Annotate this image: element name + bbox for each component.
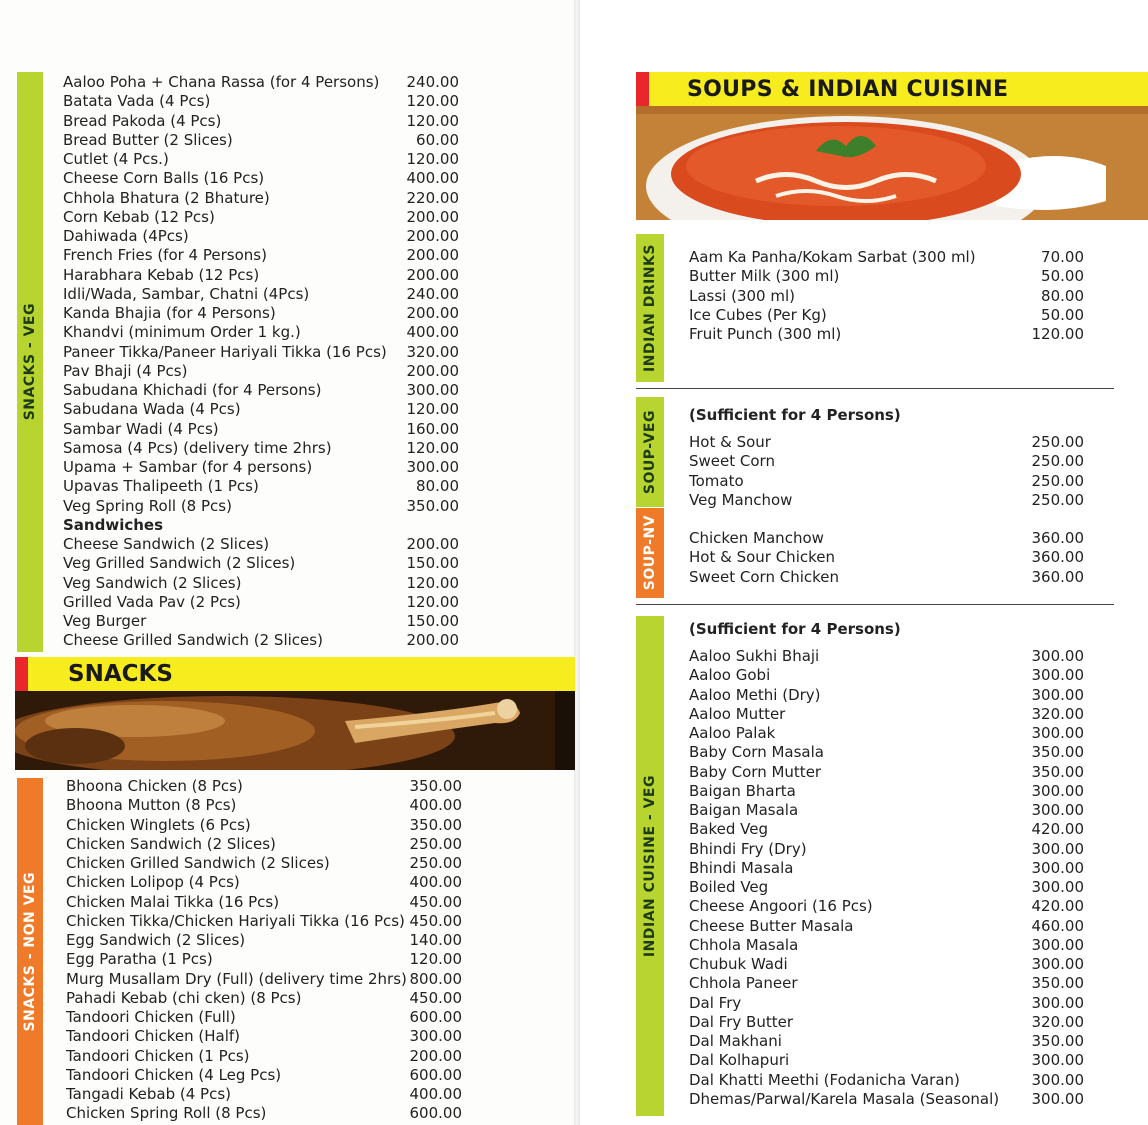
menu-item-name: Murg Musallam Dry (Full) (delivery time 2hrs) xyxy=(66,969,407,988)
menu-item xyxy=(66,873,466,892)
page-gutter xyxy=(574,0,580,1125)
menu-item-price: 400.00 xyxy=(409,1085,462,1103)
menu-item xyxy=(689,548,1089,567)
menu-item xyxy=(63,458,463,477)
menu-item xyxy=(66,893,466,912)
menu-item-name: Dal Kolhapuri xyxy=(689,1051,790,1070)
menu-item xyxy=(689,897,1089,916)
menu-item xyxy=(689,840,1089,859)
menu-item xyxy=(66,1104,466,1123)
menu-item xyxy=(63,420,463,439)
menu-item-price: 360.00 xyxy=(1031,529,1084,547)
menu-item-name: Khandvi (minimum Order 1 kg.) xyxy=(63,323,301,342)
menu-item-name: Harabhara Kebab (12 Pcs) xyxy=(63,265,260,284)
menu-item-price: 300.00 xyxy=(1031,955,1084,973)
menu-item-price: 80.00 xyxy=(416,477,459,496)
divider xyxy=(636,388,1114,389)
soups-banner xyxy=(636,72,1148,106)
menu-item xyxy=(63,304,463,323)
snacks-banner xyxy=(15,657,575,691)
menu-item-price: 120.00 xyxy=(406,92,459,111)
menu-item-name: Chicken Spring Roll (8 Pcs) xyxy=(66,1104,267,1123)
indian-drinks-tab-label: INDIAN DRINKS xyxy=(642,244,658,372)
menu-item-price: 300.00 xyxy=(1031,993,1084,1012)
indian-cuisine-veg-tab-label: INDIAN CUISINE - VEG xyxy=(642,774,658,958)
menu-item xyxy=(689,267,1089,286)
menu-item-name: Tandoori Chicken (4 Leg Pcs) xyxy=(66,1065,282,1084)
menu-item-price: 200.00 xyxy=(406,631,459,650)
menu-item xyxy=(66,931,466,950)
snacks-veg-tab xyxy=(17,72,43,652)
menu-item xyxy=(63,593,463,612)
menu-item xyxy=(689,1071,1089,1090)
menu-item-name: Bhoona Mutton (8 Pcs) xyxy=(66,796,237,815)
menu-item-price: 350.00 xyxy=(1031,743,1084,762)
menu-item-price: 60.00 xyxy=(416,130,459,149)
menu-item-price: 200.00 xyxy=(406,361,459,380)
menu-item-name: Tandoori Chicken (1 Pcs) xyxy=(66,1046,250,1065)
menu-item-name: Sweet Corn xyxy=(689,452,775,471)
menu-item-price: 120.00 xyxy=(406,573,459,592)
menu-item xyxy=(689,743,1089,762)
snacks-non-veg-tab xyxy=(17,778,43,1125)
menu-item xyxy=(63,574,463,593)
soup-nv-tab-label: SOUP-NV xyxy=(642,515,658,591)
menu-item-price: 250.00 xyxy=(1031,433,1084,451)
menu-item-price: 350.00 xyxy=(406,496,459,515)
menu-item-name: Chicken Manchow xyxy=(689,529,824,547)
menu-item-price: 200.00 xyxy=(406,265,459,284)
menu-item-price: 600.00 xyxy=(409,1065,462,1084)
menu-item-price: 300.00 xyxy=(1031,935,1084,954)
menu-item-name: Veg Spring Roll (8 Pcs) xyxy=(63,496,232,515)
menu-item-price: 300.00 xyxy=(1031,685,1084,704)
menu-item-price: 600.00 xyxy=(409,1008,462,1026)
menu-item-price: 350.00 xyxy=(1031,974,1084,993)
menu-item xyxy=(66,912,466,931)
menu-item xyxy=(63,92,463,111)
menu-item-name: Bhindi Masala xyxy=(689,858,794,877)
menu-item-name: Aaloo Gobi xyxy=(689,666,771,685)
menu-item xyxy=(63,189,463,208)
menu-item-price: 240.00 xyxy=(406,73,459,91)
menu-item xyxy=(66,950,466,969)
snacks-non-veg-tab-label: SNACKS - NON VEG xyxy=(22,871,38,1032)
menu-item xyxy=(689,1032,1089,1051)
menu-item-name: Tandoori Chicken (Full) xyxy=(66,1008,236,1026)
menu-item-price: 800.00 xyxy=(409,969,462,988)
menu-item xyxy=(63,131,463,150)
menu-item-name: Baby Corn Masala xyxy=(689,743,824,762)
menu-item xyxy=(63,227,463,246)
menu-item-price: 300.00 xyxy=(1031,858,1084,877)
menu-item-price: 250.00 xyxy=(409,834,462,853)
menu-item xyxy=(689,1051,1089,1070)
menu-item xyxy=(689,472,1089,491)
menu-item xyxy=(63,343,463,362)
menu-item-price: 400.00 xyxy=(409,796,462,815)
divider xyxy=(636,604,1114,605)
menu-item-name: Bhindi Fry (Dry) xyxy=(689,839,807,858)
menu-item xyxy=(66,777,466,796)
menu-item-name: Sweet Corn Chicken xyxy=(689,567,840,586)
menu-item-price: 120.00 xyxy=(1031,325,1084,343)
menu-item-name: Idli/Wada, Sambar, Chatni (4Pcs) xyxy=(63,284,310,303)
menu-item xyxy=(66,970,466,989)
menu-item xyxy=(689,452,1089,471)
menu-item-name: Tomato xyxy=(689,471,744,490)
soup-nv-tab xyxy=(636,508,664,598)
menu-item-name: Aaloo Palak xyxy=(689,724,776,742)
menu-item-name: Cheese Corn Balls (16 Pcs) xyxy=(63,169,265,188)
menu-item-name: Kanda Bhajia (for 4 Persons) xyxy=(63,304,276,322)
menu-item-name: Bhoona Chicken (8 Pcs) xyxy=(66,777,243,795)
menu-item xyxy=(689,248,1089,267)
menu-item-name: Sabudana Wada (4 Pcs) xyxy=(63,400,241,419)
menu-item-name: Chhola Bhatura (2 Bhature) xyxy=(63,188,270,207)
menu-item-name: Egg Sandwich (2 Slices) xyxy=(66,931,246,949)
soup-veg-heading: (Sufficient for 4 Persons) xyxy=(689,406,901,424)
menu-item-name: Sabudana Khichadi (for 4 Persons) xyxy=(63,381,322,399)
menu-item-name: Samosa (4 Pcs) (delivery time 2hrs) xyxy=(63,438,332,457)
menu-item-name: Cutlet (4 Pcs.) xyxy=(63,150,169,168)
menu-item-price: 450.00 xyxy=(409,892,462,911)
menu-item-price: 300.00 xyxy=(1031,724,1084,742)
menu-subheading xyxy=(63,516,463,535)
menu-item-price: 140.00 xyxy=(409,931,462,949)
menu-item-price: 240.00 xyxy=(406,284,459,303)
menu-item xyxy=(689,529,1089,548)
menu-item xyxy=(689,433,1089,452)
menu-item xyxy=(66,1027,466,1046)
snacks-non-veg-list xyxy=(66,777,466,1124)
menu-item xyxy=(66,796,466,815)
menu-item xyxy=(689,1090,1089,1109)
menu-item-name: Cheese Angoori (16 Pcs) xyxy=(689,897,873,916)
menu-item-name: Chicken Grilled Sandwich (2 Slices) xyxy=(66,854,330,872)
menu-item xyxy=(689,917,1089,936)
tandoori-chicken-illustration xyxy=(15,691,575,770)
menu-item-price: 50.00 xyxy=(1041,267,1084,286)
menu-item-name: Dal Fry xyxy=(689,993,742,1012)
menu-item-price: 200.00 xyxy=(406,227,459,245)
menu-item-name: Sambar Wadi (4 Pcs) xyxy=(63,419,219,438)
menu-item xyxy=(689,568,1089,587)
menu-item xyxy=(689,994,1089,1013)
menu-item xyxy=(689,724,1089,743)
menu-item xyxy=(689,782,1089,801)
menu-item-name: Chhola Paneer xyxy=(689,974,798,993)
menu-item xyxy=(63,208,463,227)
menu-item-name: Upama + Sambar (for 4 persons) xyxy=(63,458,313,476)
soup-veg-tab-label: SOUP-VEG xyxy=(642,409,658,495)
menu-item-name: Paneer Tikka/Paneer Hariyali Tikka (16 Pcs) xyxy=(63,342,387,361)
menu-item-name: Veg Grilled Sandwich (2 Slices) xyxy=(63,554,296,573)
menu-item-name: Bread Butter (2 Slices) xyxy=(63,130,233,149)
menu-item xyxy=(63,266,463,285)
menu-item xyxy=(66,989,466,1008)
menu-item-price: 250.00 xyxy=(1031,490,1084,509)
menu-item-name: Cheese Butter Masala xyxy=(689,916,854,935)
menu-item-price: 350.00 xyxy=(1031,762,1084,781)
menu-item-name: Aaloo Poha + Chana Rassa (for 4 Persons) xyxy=(63,73,380,91)
menu-item-price: 400.00 xyxy=(409,873,462,892)
menu-item-price: 120.00 xyxy=(406,592,459,611)
menu-item xyxy=(63,362,463,381)
menu-item-price: 360.00 xyxy=(1031,548,1084,567)
menu-item xyxy=(66,816,466,835)
menu-item xyxy=(689,859,1089,878)
menu-item-price: 200.00 xyxy=(406,207,459,226)
soups-banner-title: SOUPS & INDIAN CUISINE xyxy=(687,76,1009,102)
menu-item xyxy=(66,835,466,854)
indian-drinks-list xyxy=(689,248,1089,344)
menu-item-price: 350.00 xyxy=(409,777,462,795)
menu-item xyxy=(689,325,1089,344)
indian-cuisine-veg-tab xyxy=(636,616,664,1116)
menu-item-price: 300.00 xyxy=(406,458,459,476)
menu-item-name: Dal Khatti Meethi (Fodanicha Varan) xyxy=(689,1070,960,1089)
menu-item-name: Chhola Masala xyxy=(689,935,799,954)
menu-item-price: 300.00 xyxy=(406,381,459,399)
menu-item xyxy=(66,854,466,873)
tandoori-chicken-photo xyxy=(15,691,575,770)
menu-item-name: Lassi (300 ml) xyxy=(689,286,795,305)
menu-item-price: 300.00 xyxy=(1031,1070,1084,1089)
snacks-veg-list xyxy=(63,73,463,651)
banner-red-accent xyxy=(636,72,649,106)
menu-item xyxy=(66,1008,466,1027)
menu-item-price: 250.00 xyxy=(1031,471,1084,490)
indian-cuisine-veg-heading: (Sufficient for 4 Persons) xyxy=(689,620,901,638)
menu-item-name: Pahadi Kebab (chi cken) (8 Pcs) xyxy=(66,988,302,1007)
menu-item-name: Butter Milk (300 ml) xyxy=(689,267,840,286)
menu-item-price: 300.00 xyxy=(1031,647,1084,665)
menu-item-price: 350.00 xyxy=(1031,1032,1084,1050)
menu-item-name: Baigan Bharta xyxy=(689,781,796,800)
menu-item-price: 250.00 xyxy=(409,854,462,872)
menu-item xyxy=(689,763,1089,782)
menu-item-name: Corn Kebab (12 Pcs) xyxy=(63,207,215,226)
snacks-banner-title: SNACKS xyxy=(68,661,173,687)
menu-item xyxy=(63,631,463,650)
menu-item-name: Tandoori Chicken (Half) xyxy=(66,1027,241,1046)
menu-item-name: Fruit Punch (300 ml) xyxy=(689,325,842,343)
menu-item-name: Sandwiches xyxy=(63,515,164,534)
soup-nv-list xyxy=(689,529,1089,587)
menu-item-price: 220.00 xyxy=(406,188,459,207)
menu-item-name: Chicken Winglets (6 Pcs) xyxy=(66,815,251,834)
menu-item-name: Chicken Lolipop (4 Pcs) xyxy=(66,873,240,892)
menu-item-price: 200.00 xyxy=(406,246,459,265)
menu-item-price: 120.00 xyxy=(406,400,459,419)
menu-item-price: 360.00 xyxy=(1031,567,1084,586)
indian-drinks-tab xyxy=(636,234,664,382)
menu-item-price: 300.00 xyxy=(1031,839,1084,858)
menu-item xyxy=(689,878,1089,897)
menu-item xyxy=(689,801,1089,820)
menu-item-name: Cheese Sandwich (2 Slices) xyxy=(63,535,270,553)
menu-item xyxy=(66,1085,466,1104)
menu-item-name: Aam Ka Panha/Kokam Sarbat (300 ml) xyxy=(689,248,976,266)
menu-item-price: 200.00 xyxy=(406,535,459,553)
menu-item-name: Egg Paratha (1 Pcs) xyxy=(66,950,213,969)
menu-item-name: Ice Cubes (Per Kg) xyxy=(689,305,827,324)
soup-veg-list xyxy=(689,433,1089,510)
menu-item-price: 120.00 xyxy=(406,111,459,130)
menu-item-name: Chubuk Wadi xyxy=(689,955,788,973)
menu-item xyxy=(689,936,1089,955)
menu-item xyxy=(63,150,463,169)
menu-item-price: 320.00 xyxy=(1031,1012,1084,1031)
menu-item xyxy=(689,686,1089,705)
menu-item-name: Pav Bhaji (4 Pcs) xyxy=(63,361,188,380)
menu-item-price: 120.00 xyxy=(406,150,459,168)
menu-item xyxy=(689,955,1089,974)
menu-item xyxy=(63,400,463,419)
menu-item-price: 450.00 xyxy=(409,911,462,930)
menu-item xyxy=(689,974,1089,993)
menu-item xyxy=(63,169,463,188)
menu-item xyxy=(63,73,463,92)
menu-item xyxy=(689,647,1089,666)
menu-item-price: 400.00 xyxy=(406,323,459,342)
menu-item-price: 300.00 xyxy=(1031,878,1084,896)
menu-item-name: Hot & Sour xyxy=(689,433,771,451)
menu-item xyxy=(63,381,463,400)
menu-item-name: French Fries (for 4 Persons) xyxy=(63,246,267,265)
menu-item-price: 400.00 xyxy=(406,169,459,188)
menu-item xyxy=(63,112,463,131)
menu-item-name: Veg Burger xyxy=(63,612,147,630)
menu-item-price: 460.00 xyxy=(1031,916,1084,935)
menu-item-price: 120.00 xyxy=(406,438,459,457)
menu-item-name: Boiled Veg xyxy=(689,878,769,896)
menu-item xyxy=(63,554,463,573)
menu-item-name: Upavas Thalipeeth (1 Pcs) xyxy=(63,477,259,496)
menu-item xyxy=(63,246,463,265)
menu-item-name: Chicken Sandwich (2 Slices) xyxy=(66,834,276,853)
menu-item-name: Tangadi Kebab (4 Pcs) xyxy=(66,1085,231,1103)
menu-item-name: Chicken Malai Tikka (16 Pcs) xyxy=(66,892,280,911)
indian-cuisine-veg-list xyxy=(689,647,1089,1109)
menu-item-name: Baigan Masala xyxy=(689,801,799,819)
menu-item-name: Aaloo Sukhi Bhaji xyxy=(689,647,820,665)
soup-veg-tab xyxy=(636,397,664,507)
menu-item-price: 600.00 xyxy=(409,1104,462,1123)
tomato-soup-illustration xyxy=(636,106,1148,220)
menu-item-price: 300.00 xyxy=(1031,801,1084,819)
menu-item xyxy=(689,287,1089,306)
menu-item-name: Dahiwada (4Pcs) xyxy=(63,227,189,245)
menu-item xyxy=(63,535,463,554)
menu-item-name: Veg Manchow xyxy=(689,490,793,509)
menu-item-name: Veg Sandwich (2 Slices) xyxy=(63,573,242,592)
tomato-soup-photo xyxy=(636,106,1148,220)
menu-item-price: 300.00 xyxy=(1031,1051,1084,1070)
menu-item-price: 200.00 xyxy=(409,1046,462,1065)
menu-item-price: 300.00 xyxy=(1031,1089,1084,1108)
menu-item xyxy=(66,1047,466,1066)
menu-item-name: Dal Makhani xyxy=(689,1032,782,1050)
menu-item xyxy=(689,820,1089,839)
menu-item-name: Dal Fry Butter xyxy=(689,1012,793,1031)
menu-item-name: Hot & Sour Chicken xyxy=(689,548,835,567)
menu-item-price: 150.00 xyxy=(406,554,459,573)
menu-item xyxy=(689,306,1089,325)
menu-item xyxy=(63,612,463,631)
menu-item-price: 420.00 xyxy=(1031,820,1084,839)
menu-item-price: 250.00 xyxy=(1031,452,1084,471)
menu-item xyxy=(63,323,463,342)
menu-item-name: Bread Pakoda (4 Pcs) xyxy=(63,111,222,130)
menu-item-price: 320.00 xyxy=(1031,704,1084,723)
menu-item-price: 160.00 xyxy=(406,419,459,438)
menu-item-name: Grilled Vada Pav (2 Pcs) xyxy=(63,592,241,611)
menu-item-name: Chicken Tikka/Chicken Hariyali Tikka (16 Pcs) xyxy=(66,911,405,930)
menu-item-price: 80.00 xyxy=(1041,286,1084,305)
menu-item-name: Baby Corn Mutter xyxy=(689,762,822,781)
menu-item-price: 70.00 xyxy=(1041,248,1084,266)
banner-red-accent xyxy=(15,657,28,691)
menu-item-name: Aaloo Methi (Dry) xyxy=(689,685,821,704)
menu-item-price: 450.00 xyxy=(409,988,462,1007)
menu-item xyxy=(689,1013,1089,1032)
menu-item-name: Cheese Grilled Sandwich (2 Slices) xyxy=(63,631,323,650)
menu-item-price: 150.00 xyxy=(406,612,459,630)
menu-item-name: Batata Vada (4 Pcs) xyxy=(63,92,211,111)
menu-item-price: 50.00 xyxy=(1041,305,1084,324)
menu-item xyxy=(689,491,1089,510)
menu-item-price: 200.00 xyxy=(406,304,459,322)
menu-item xyxy=(63,497,463,516)
menu-item-price: 300.00 xyxy=(1031,666,1084,685)
menu-item-name: Aaloo Mutter xyxy=(689,704,786,723)
menu-item-price: 350.00 xyxy=(409,815,462,834)
menu-item-price: 300.00 xyxy=(409,1027,462,1046)
menu-item-name: Dhemas/Parwal/Karela Masala (Seasonal) xyxy=(689,1089,1000,1108)
menu-item xyxy=(63,439,463,458)
menu-item xyxy=(689,705,1089,724)
menu-item xyxy=(689,666,1089,685)
menu-item xyxy=(66,1066,466,1085)
snacks-veg-tab-label: SNACKS - VEG xyxy=(22,303,38,421)
menu-item-price: 320.00 xyxy=(406,342,459,361)
menu-item-name: Baked Veg xyxy=(689,820,768,839)
menu-item-price: 120.00 xyxy=(409,950,462,969)
menu-item xyxy=(63,477,463,496)
menu-item-price: 300.00 xyxy=(1031,781,1084,800)
menu-item-price: 420.00 xyxy=(1031,897,1084,916)
menu-item xyxy=(63,285,463,304)
